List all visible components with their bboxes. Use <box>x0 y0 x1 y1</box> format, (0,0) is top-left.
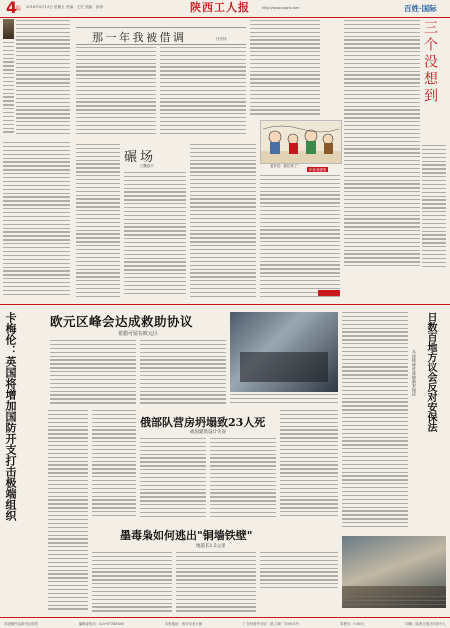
essay2-text-c <box>190 144 256 299</box>
world-text-2 <box>48 410 88 615</box>
essay2-author: □魏治中 <box>140 164 154 168</box>
page-number: 4 <box>6 0 18 17</box>
world-subhead-1: 希腊可留在欧元区 <box>118 331 159 337</box>
essay-text-b <box>160 47 246 139</box>
world-subhead-5 <box>412 350 422 470</box>
cartoon-image <box>260 120 342 164</box>
footer-item: 广告经营许可证：陕工商广字0001号 <box>242 621 300 626</box>
col3-title: 三个没想到 <box>422 20 438 105</box>
section-name: 百姓·国际 <box>404 4 437 13</box>
footer-item: 本版稿件由新华社提供 <box>4 621 38 626</box>
footer-item: 编辑部电话：029-87345680 <box>78 621 124 626</box>
world-text-4a <box>92 552 172 614</box>
world-subhead-3: 或因建筑设计失误 <box>190 430 226 435</box>
footer-item: 印刷：陕西日报社印务中心 <box>405 621 446 626</box>
world-headline-5-text: 日数百地方议会反对安保法 <box>425 312 436 432</box>
world-text-1c <box>230 394 338 408</box>
column-text-1b <box>3 42 14 138</box>
world-headline-4: 墨毒枭如何逃出"铜墙铁壁" <box>120 529 253 542</box>
world-text-5 <box>342 312 408 532</box>
world-headline-5 <box>424 312 446 512</box>
world-text-4b <box>176 552 256 614</box>
essay-author: 吕宏伟 <box>216 37 227 41</box>
col3-text-a <box>344 20 420 270</box>
essay2-text-a <box>76 144 120 299</box>
cartoon-caption: 老乡们：我们来了！ <box>270 164 301 168</box>
cartoon-author: 作者/姜建明 <box>309 168 327 172</box>
essay2-text-b <box>124 172 186 299</box>
world-text-4c <box>260 552 338 592</box>
essay-text-c <box>250 20 320 120</box>
paper-name: 陕西工人报 <box>190 1 250 14</box>
column-photo <box>3 19 14 39</box>
essay-title <box>76 27 246 45</box>
world-text-3a <box>92 410 136 520</box>
column-text-1 <box>16 20 70 138</box>
page-label: 版 <box>16 6 22 12</box>
world-photo-2-caption <box>342 596 446 608</box>
cartoon-drawing <box>261 121 341 163</box>
paper-url: http://www.sxgrb.com <box>262 6 300 10</box>
world-subhead-4: 地道长1.5公里 <box>196 544 226 549</box>
col3-text-b <box>422 145 446 270</box>
essay-text-a <box>76 47 156 139</box>
column-text-2 <box>3 142 70 302</box>
world-photo-1 <box>230 312 338 392</box>
world-headline-2 <box>4 312 44 612</box>
world-subhead-5-text: 多团体呼吁废除新安保法 <box>412 350 417 397</box>
masthead <box>0 0 450 18</box>
world-headline-1: 欧元区峰会达成救助协议 <box>50 314 194 329</box>
footer-item: 本报地址：西安市北大街 <box>164 621 203 626</box>
world-text-3c <box>210 438 276 522</box>
footer-bar <box>0 617 450 628</box>
essay2-title: 碾场 <box>124 150 157 165</box>
footer-item: 零售价：0.80元 <box>339 621 365 626</box>
world-headline-2-text: 卡梅伦：英国将增加国防开支打击极端组织 <box>4 312 17 521</box>
essay2-text-d <box>260 175 340 299</box>
world-text-1a <box>50 340 136 405</box>
essay-title-text: 那一年我被借调 <box>92 31 187 44</box>
world-text-1b <box>140 340 226 405</box>
col3-title-box <box>422 20 446 142</box>
landscape-tag <box>318 290 340 296</box>
section-divider <box>0 304 450 305</box>
date-line: 2016年5月13日 星期五 责编：王宏 美编：彭涛 <box>26 5 103 9</box>
world-text-3b <box>140 438 206 522</box>
world-headline-3: 俄部队营房坍塌致23人死 <box>140 416 266 429</box>
world-text-3d <box>280 410 338 522</box>
